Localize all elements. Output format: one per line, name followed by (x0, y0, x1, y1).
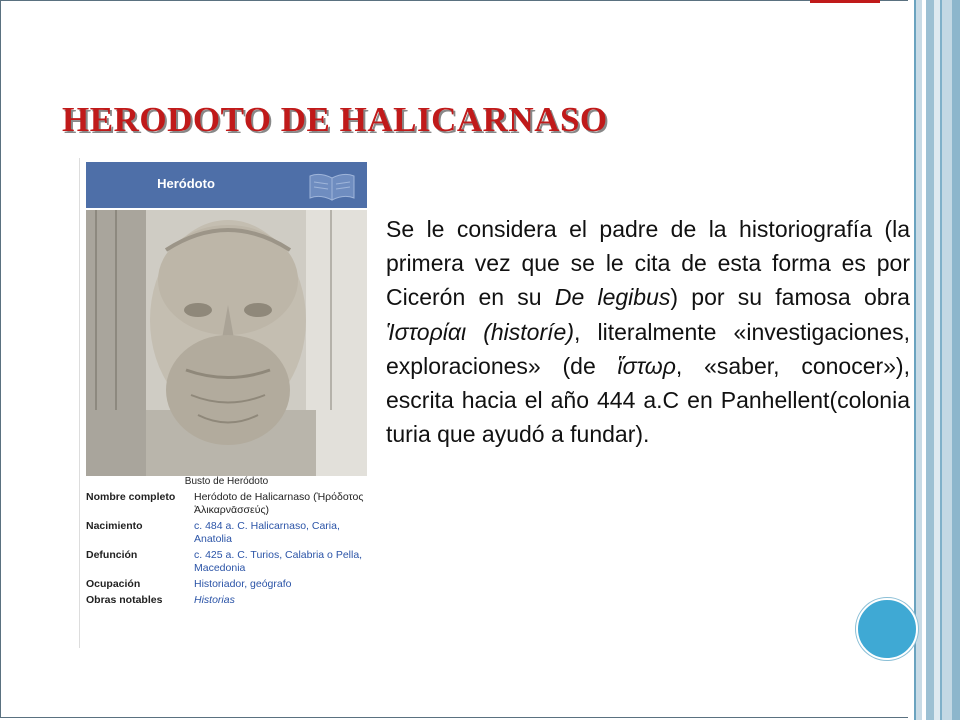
infobox-title: Heródoto (157, 176, 215, 191)
bust-image (86, 210, 367, 476)
row-value: Heródoto de Halicarnaso (Ἡρόδοτος Ἁλικαρνᾱσσεύς) (194, 491, 364, 516)
body-emphasis: De legibus (554, 284, 671, 311)
body-text-segment: , literalmente «investigaciones, exploraciones» (de (386, 318, 911, 379)
body-emphasis: Ἱστορίαι (historíe) (386, 318, 574, 345)
infobox-row-nombre (86, 491, 367, 517)
infobox-row-obras (86, 594, 367, 607)
body-paragraph (386, 212, 910, 451)
book-icon (306, 170, 358, 202)
portrait-caption: Busto de Heródoto (184, 476, 269, 487)
row-label: Defunción (86, 549, 138, 561)
row-value-link[interactable]: c. 484 a. C. Halicarnaso, Caria, Anatolia (194, 520, 340, 545)
row-value-link[interactable]: c. 425 a. C. Turios, Calabria o Pella, Macedonia (194, 549, 363, 574)
body-text-segment: ) por su famosa obra (670, 284, 910, 311)
infobox-row-defuncion (86, 549, 367, 575)
body-text-segment: Se le considera el padre de la historiografía (la primera vez que se le cita de esta forma es por Cicerón en su (386, 216, 910, 311)
row-value-link[interactable]: Historias (194, 594, 235, 606)
row-value-link[interactable]: Historiador, geógrafo (194, 578, 292, 590)
row-label: Nombre completo (86, 491, 176, 503)
infobox-row-nacimiento (86, 520, 367, 546)
bust-portrait (86, 210, 367, 476)
row-label: Ocupación (86, 578, 141, 590)
infobox (79, 158, 367, 648)
body-text-segment: , «saber, conocer»), escrita hacia el año 444 a.C en Panhellent(colonia turia que ayudó a fundar). (386, 352, 910, 448)
slide-title: HERODOTO DE HALICARNASO (62, 100, 608, 139)
circle-button[interactable] (856, 598, 918, 660)
decorative-stripes (908, 0, 960, 720)
row-label: Nacimiento (86, 520, 143, 532)
top-accent-bar (810, 0, 880, 3)
infobox-header (86, 162, 367, 208)
infobox-table (86, 491, 367, 610)
row-label: Obras notables (86, 594, 163, 606)
infobox-row-ocupacion (86, 578, 367, 591)
body-emphasis: ἵστωρ (617, 352, 676, 379)
